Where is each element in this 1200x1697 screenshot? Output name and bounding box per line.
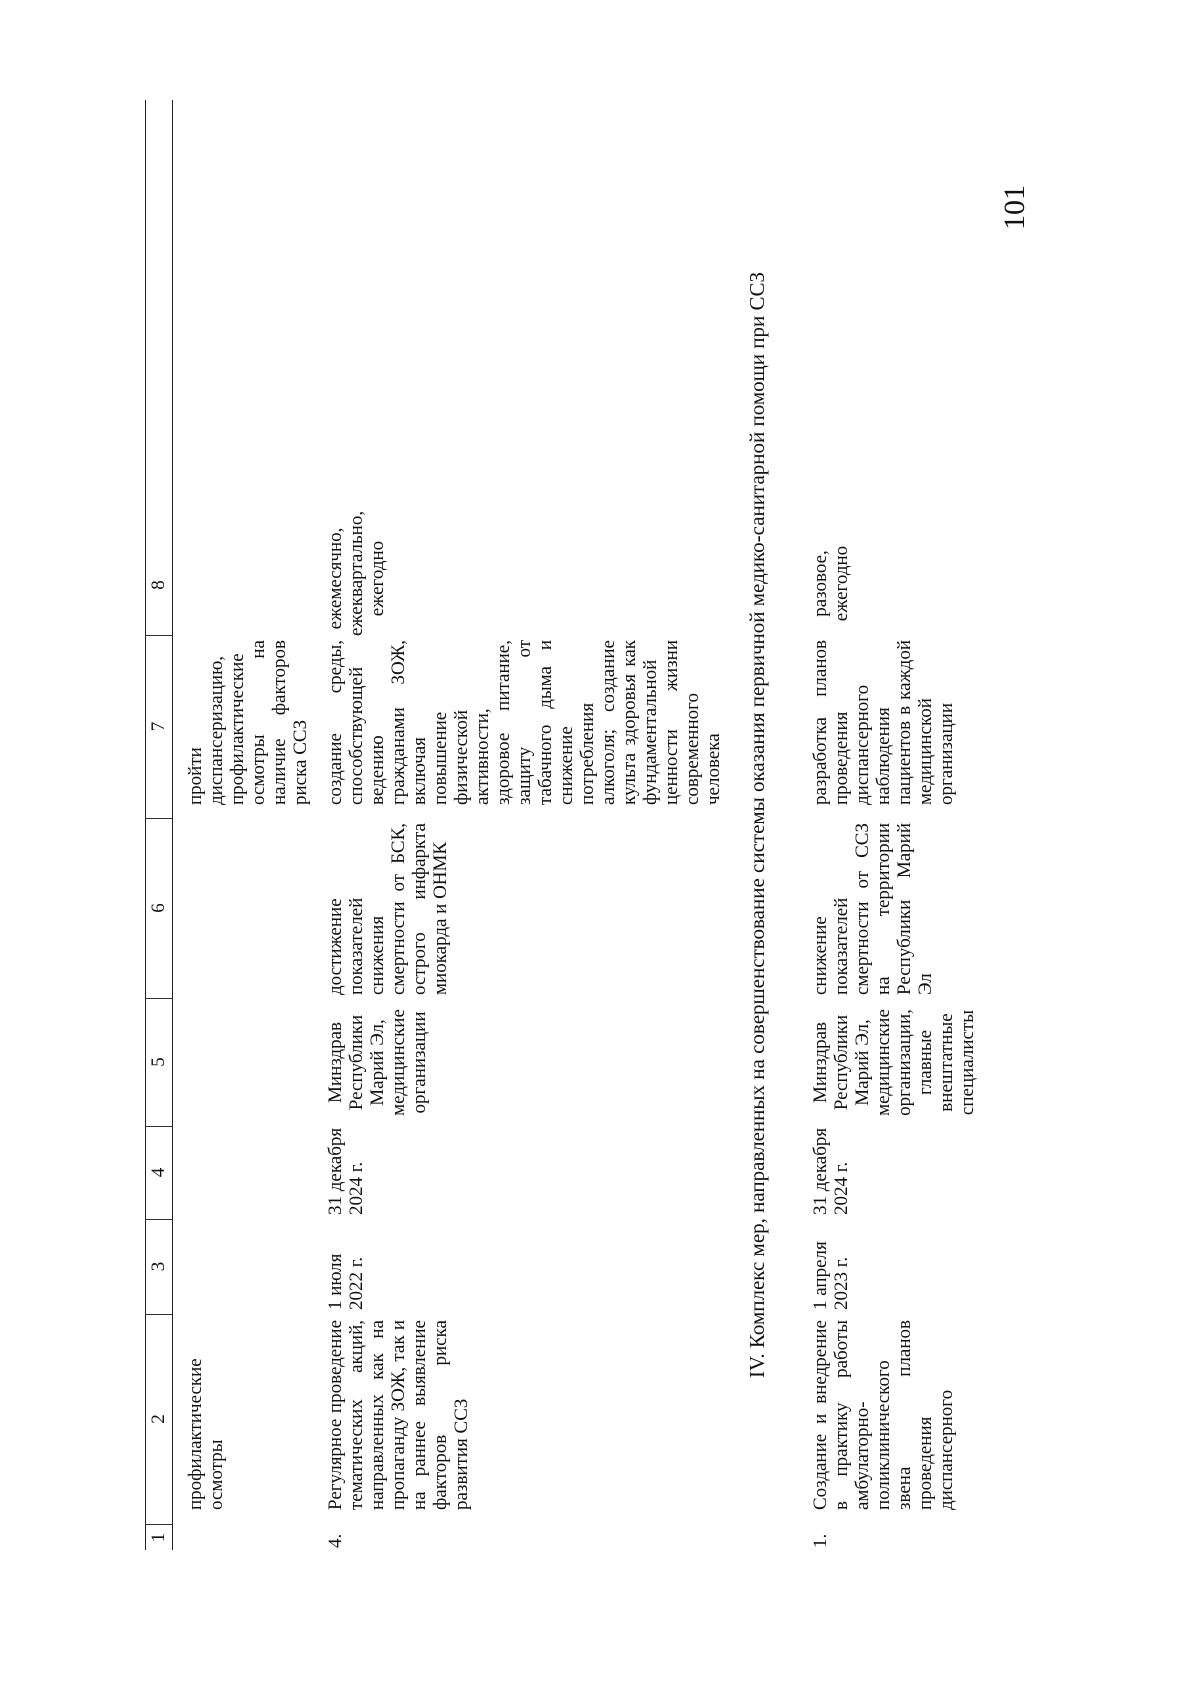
row-1-end-date: 31 декабря 2024 г. <box>810 1127 852 1215</box>
continued-row-col7: пройти диспансеризацию, профилактические осмотры на наличие факторов риска ССЗ <box>185 640 311 805</box>
header-col-3: 3 <box>145 1219 172 1315</box>
header-col-7: 7 <box>145 635 172 819</box>
row-4-responsible: Минздрав Республики Марий Эл, медицинские организации <box>325 1009 430 1116</box>
row-4-frequency: ежемесячно, ежеквартально, ежегодно <box>325 510 388 636</box>
header-col-2: 2 <box>145 1314 172 1525</box>
row-1-indicator: снижение показателей смертности от ССЗ на территории Республики Марий Эл <box>810 823 936 995</box>
page-number: 101 <box>998 185 1031 230</box>
section-heading: IV. Комплекс мер, направленных на совершенствование системы оказания первичной медико-санитарной помощи при ССЗ <box>745 271 769 1379</box>
header-col-5: 5 <box>145 998 172 1127</box>
row-4-activity: Регулярное проведение тематических акций, направленных как на пропаганду ЗОЖ, так и на раннее выявление факторов риска развития ССЗ <box>325 1320 472 1510</box>
row-4-end-date: 31 декабря 2024 г. <box>325 1127 367 1215</box>
row-1-responsible: Минздрав Республики Марий Эл, медицинские организации, главные внештатные специалисты <box>810 1009 978 1116</box>
header-col-6: 6 <box>145 818 172 999</box>
continued-row-col2: профилактические осмотры <box>185 1358 227 1510</box>
row-4-start-date: 1 июля 2022 г. <box>325 1253 367 1310</box>
row-4-result: создание среды, способствующей ведению гражданами ЗОЖ, включая повышение физической активности, здоровое питание, защиту от табачного дыма и снижение потребления алкоголя; создание культа здоровья как фундаментальной ценности жизни современного человека <box>325 640 724 805</box>
rotated-table <box>145 100 1065 1550</box>
row-4-number: 4. <box>325 1533 346 1548</box>
header-bottom-rule <box>172 100 173 1550</box>
header-col-1: 1 <box>148 1532 169 1543</box>
row-1-activity: Создание и внедрение в практику работы амбулаторно-поликлинического звена планов проведения диспансерного <box>810 1320 957 1510</box>
header-col-8: 8 <box>145 535 172 636</box>
row-1-frequency: разовое, ежегодно <box>810 545 852 622</box>
row-1-number: 1. <box>810 1533 831 1548</box>
row-4-indicator: достижение показателей снижения смертности от БСК, острого инфаркта миокарда и ОНМК <box>325 823 451 995</box>
row-1-start-date: 1 апреля 2023 г. <box>810 1241 852 1310</box>
header-col-4: 4 <box>145 1126 172 1220</box>
row-1-result: разработка планов проведения диспансерного наблюдения пациентов в каждой медицинской организации <box>810 640 957 805</box>
